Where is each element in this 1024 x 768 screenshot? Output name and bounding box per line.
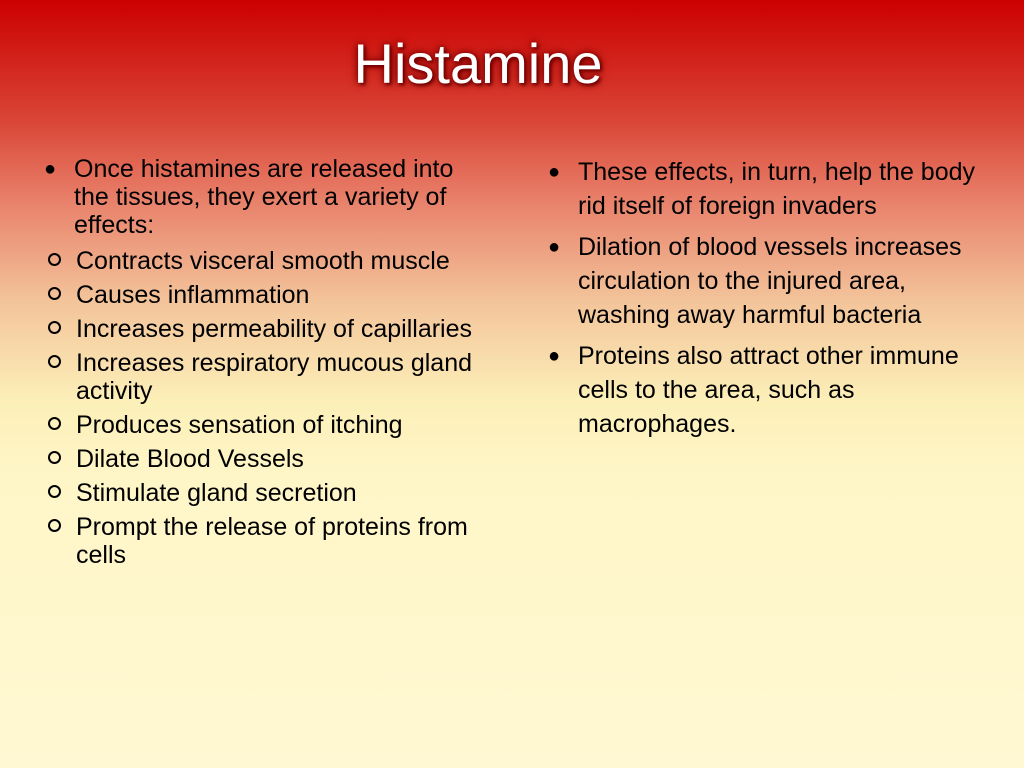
hollow-circle-bullet-icon <box>48 355 61 368</box>
sub-item-text: Causes inflammation <box>76 281 310 309</box>
sub-list-item <box>46 247 474 275</box>
list-item <box>548 155 988 223</box>
hollow-circle-bullet-icon <box>48 485 61 498</box>
sub-list <box>46 247 474 569</box>
hollow-circle-bullet-icon <box>48 253 61 266</box>
filled-circle-bullet-icon: ● <box>548 345 561 367</box>
sub-list-item <box>46 445 474 473</box>
hollow-circle-bullet-icon <box>48 451 61 464</box>
sub-list-item <box>46 411 474 439</box>
sub-item-text: Produces sensation of itching <box>76 411 403 439</box>
hollow-circle-bullet-icon <box>48 321 61 334</box>
sub-item-text: Contracts visceral smooth muscle <box>76 247 450 275</box>
left-column <box>44 155 474 575</box>
sub-list-item <box>46 349 474 405</box>
bullet-text: Proteins also attract other immune cells to the area, such as macrophages. <box>578 342 959 438</box>
sub-list-item <box>46 513 474 569</box>
list-item <box>548 339 988 441</box>
hollow-circle-bullet-icon <box>48 417 61 430</box>
right-column <box>548 155 988 448</box>
sub-item-text: Stimulate gland secretion <box>76 479 357 507</box>
hollow-circle-bullet-icon <box>48 287 61 300</box>
bullet-text: These effects, in turn, help the body rid itself of foreign invaders <box>578 158 976 220</box>
bullet-text: Dilation of blood vessels increases circulation to the injured area, washing away harmful bacteria <box>578 233 962 329</box>
list-item <box>548 230 988 332</box>
sub-item-text: Prompt the release of proteins from cells <box>76 513 468 569</box>
filled-circle-bullet-icon: ● <box>548 236 561 258</box>
sub-item-text: Increases respiratory mucous gland activity <box>76 349 473 405</box>
filled-circle-bullet-icon: ● <box>548 161 561 183</box>
sub-item-text: Dilate Blood Vessels <box>76 445 304 473</box>
slide-title: Histamine <box>353 32 603 95</box>
sub-list-item <box>46 315 474 343</box>
filled-circle-bullet-icon: ● <box>44 158 57 180</box>
sub-list-item <box>46 479 474 507</box>
bullet-text: Once histamines are released into the tissues, they exert a variety of effects: <box>74 155 454 239</box>
list-item <box>44 155 474 239</box>
sub-item-text: Increases permeability of capillaries <box>76 315 473 343</box>
hollow-circle-bullet-icon <box>48 519 61 532</box>
sub-list-item <box>46 281 474 309</box>
